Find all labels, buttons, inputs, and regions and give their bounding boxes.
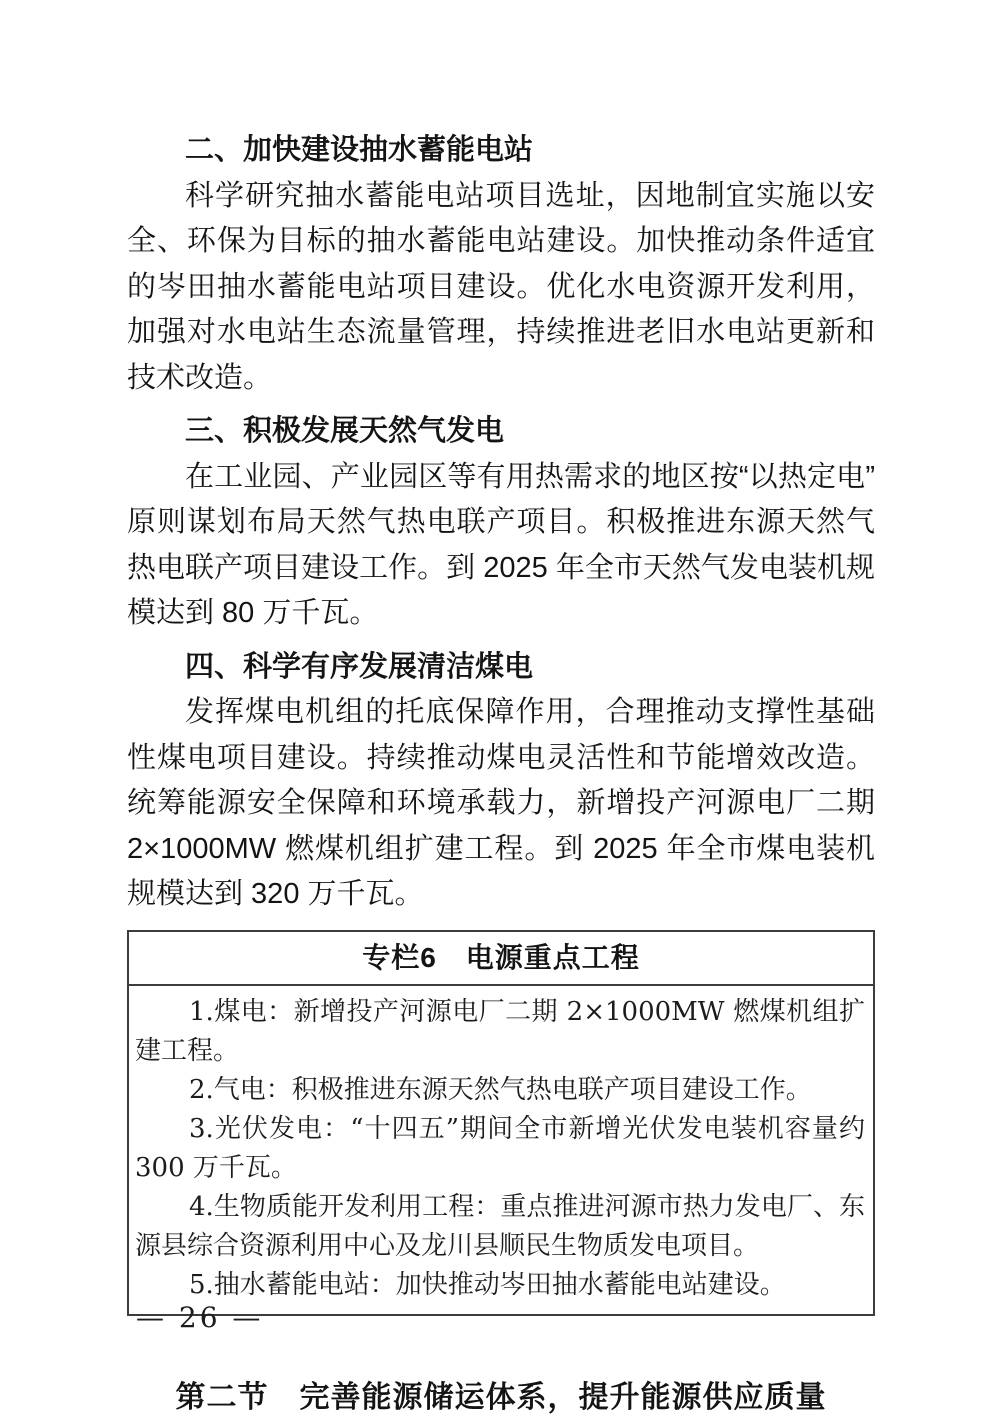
heading-clean-coal-power: 四、科学有序发展清洁煤电: [185, 650, 534, 683]
callout-box-body: [129, 986, 873, 1314]
callout-item-coal-power: 1.煤电：新增投产河源电厂二期 2×1000MW 燃煤机组扩建工程。: [135, 996, 865, 1066]
callout-box-title: 专栏6 电源重点工程: [129, 932, 873, 986]
paragraph-clean-coal-power: 发挥煤电机组的托底保障作用，合理推动支撑性基础性煤电项目建设。持续推动煤电灵活性和节能增效改造。统筹能源安全保障和环境承载力，新增投产河源电厂二期 2×1000MW 燃煤机组扩建工程。到 2025 年全市煤电装机规模达到 320 万千瓦。: [127, 696, 875, 910]
heading-pumped-storage: 二、加快建设抽水蓄能电站: [185, 134, 534, 166]
heading-natural-gas-power: 三、积极发展天然气发电: [185, 415, 505, 447]
paragraph-natural-gas-power: 在工业园、产业园区等有用热需求的地区按“以热定电”原则谋划布局天然气热电联产项目。积极推进东源天然气热电联产项目建设工作。到 2025 年全市天然气发电装机规模达到 80 万千瓦。: [127, 460, 875, 629]
callout-item-gas-power: 2.气电：积极推进东源天然气热电联产项目建设工作。: [189, 1074, 812, 1105]
page-content: [127, 128, 875, 1414]
next-section-title: 第二节 完善能源储运体系，提升能源供应质量: [175, 1380, 827, 1414]
paragraph-pumped-storage: 科学研究抽水蓄能电站项目选址，因地制宜实施以安全、环保为目标的抽水蓄能电站建设。加快推动条件适宜的岑田抽水蓄能电站项目建设。优化水电资源开发利用，加强对水电站生态流量管理，持续推进老旧水电站更新和技术改造。: [127, 179, 875, 394]
page-number: — 26 —: [136, 1301, 264, 1334]
callout-item-biomass-power: 4.生物质能开发利用工程：重点推进河源市热力发电厂、东源县综合资源利用中心及龙川县顺民生物质发电项目。: [135, 1191, 865, 1261]
callout-item-pumped-storage: 5.抽水蓄能电站：加快推动岑田抽水蓄能电站建设。: [189, 1269, 786, 1300]
callout-box-power-key-projects: [127, 930, 875, 1316]
callout-item-solar-power: 3.光伏发电：“十四五”期间全市新增光伏发电装机容量约 300 万千瓦。: [135, 1113, 865, 1183]
